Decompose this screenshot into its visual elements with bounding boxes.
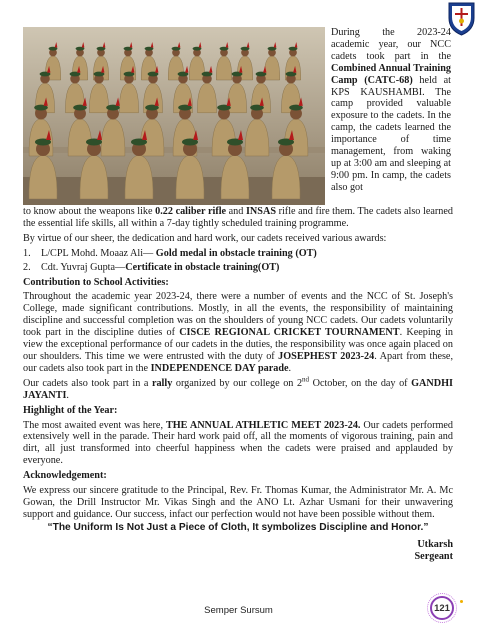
date-suffix: nd: [302, 375, 310, 384]
weapons-text-1: to know about the weapons like: [23, 206, 156, 217]
page-number: 121: [430, 596, 454, 620]
weapons-text-2: rifle and fire them. The cadets also learned the essential life skills, all within a 7-day tightly scheduled training programme.: [23, 206, 453, 229]
highlight-text-2: Our cadets performed extensively well in the parade. Their hard work paid off, all the moments of vigorous training, pain and dirt, all just transformed into cheerful happiness when the cadets were praised and applauded by everyone.: [23, 419, 454, 467]
contribution-end: .: [288, 362, 292, 374]
cadets-group-photo: [23, 27, 325, 205]
rifle-name-1: 0.22 caliber rifle: [155, 206, 227, 217]
author-name: Utkarsh: [417, 538, 453, 550]
camp-name: Combined Annual Training Camp (CATC-68): [331, 62, 451, 86]
acknowledgement-heading: Acknowledgement:: [23, 470, 107, 482]
athletic-meet: THE ANNUAL ATHLETIC MEET 2023-24.: [165, 419, 361, 431]
highlight-paragraph: [23, 420, 453, 468]
award-recipient: L/CPL Mohd. Moaaz Ali—: [41, 247, 154, 259]
rally-paragraph: [23, 375, 453, 402]
award-recipient: Cdt. Yuvraj Gupta—: [41, 261, 126, 273]
contribution-paragraph: [23, 291, 453, 374]
list-item: [23, 262, 453, 274]
contribution-text-2: . Keeping in view the exceptional performance of our cadets in the duties, the responsibility was once again placed on our shoulders. This time we were entrusted with the duty of: [23, 327, 453, 362]
intro-paragraph: [331, 27, 451, 194]
weapons-and: and: [226, 206, 246, 217]
footer-motto: Semper Sursum: [204, 605, 273, 616]
award-title: Certificate in obstacle training(OT): [125, 261, 280, 273]
awards-intro: By virtue of our sheer, the dedication and hard work, our cadets received various awards:: [23, 232, 387, 244]
highlight-heading: Highlight of the Year:: [23, 404, 118, 416]
article-body: [23, 206, 453, 562]
gandhi-jayanti: GANDHI JAYANTI: [23, 377, 453, 401]
awards-list: [23, 248, 453, 274]
award-title: Gold medal in obstacle training (OT): [153, 247, 317, 259]
contribution-text-1: Throughout the academic year 2023-24, there were a number of events and the NCC of St. Joseph's College, made significant contributions. Mostly, in all the events, the responsibility of maintaining discipline and successful completion was on the shoulders of young NCC cadets. Our cadets voluntarily took part in the discipline duties of: [23, 291, 453, 339]
rally-word: rally: [151, 377, 173, 389]
weapons-paragraph: [23, 206, 453, 230]
rally-text-2: organized by our college on 2: [172, 377, 303, 389]
contribution-heading: Contribution to School Activities:: [23, 276, 169, 288]
contribution-text-3: . Apart from these, our cadets also took part in the: [23, 350, 453, 374]
closing-quote: “The Uniform Is Not Just a Piece of Cloth, It symbolizes Discipline and Honor.”: [47, 521, 429, 533]
cisce-event: CISCE REGIONAL CRICKET TOURNAMENT: [179, 327, 400, 339]
independence-event: INDEPENDENCE DAY parade: [150, 362, 289, 374]
highlight-text-1: The most awaited event was here,: [23, 419, 166, 431]
author-title: Sergeant: [414, 550, 453, 562]
list-item: [23, 248, 453, 260]
rally-end: .: [66, 389, 69, 401]
decorative-dot: [460, 600, 463, 603]
josephest-event: JOSEPHEST 2023-24: [278, 350, 375, 362]
rally-text-3: October, on the day of: [309, 377, 412, 389]
rifle-name-2: INSAS: [245, 206, 276, 217]
intro-text-2: held at KPS KAUSHAMBI. The camp provided valuable exposure to the cadets. In the camp, the cadets learned the importance of time management, from waking up at 3:00 am and sleeping at 9:00 pm. In camp, the cadets also got: [331, 74, 451, 193]
list-number: 1.: [23, 247, 31, 259]
acknowledgement-paragraph: We express our sincere gratitude to the Principal, Rev. Fr. Thomas Kumar, the Administrator Mr. A. Mc Gowan, the Drill Instructor Mr. Vikas Singh and the ANO Lt. Azhar Usmani for their unwavering support and guidance. Our success, infact our perfection would not have been possible without them.: [23, 485, 453, 520]
rally-text-1: Our cadets also took part in a: [23, 377, 152, 389]
intro-text-1: During the 2023-24 academic year, our NCC cadets took part in the: [331, 27, 451, 62]
list-number: 2.: [23, 261, 31, 273]
